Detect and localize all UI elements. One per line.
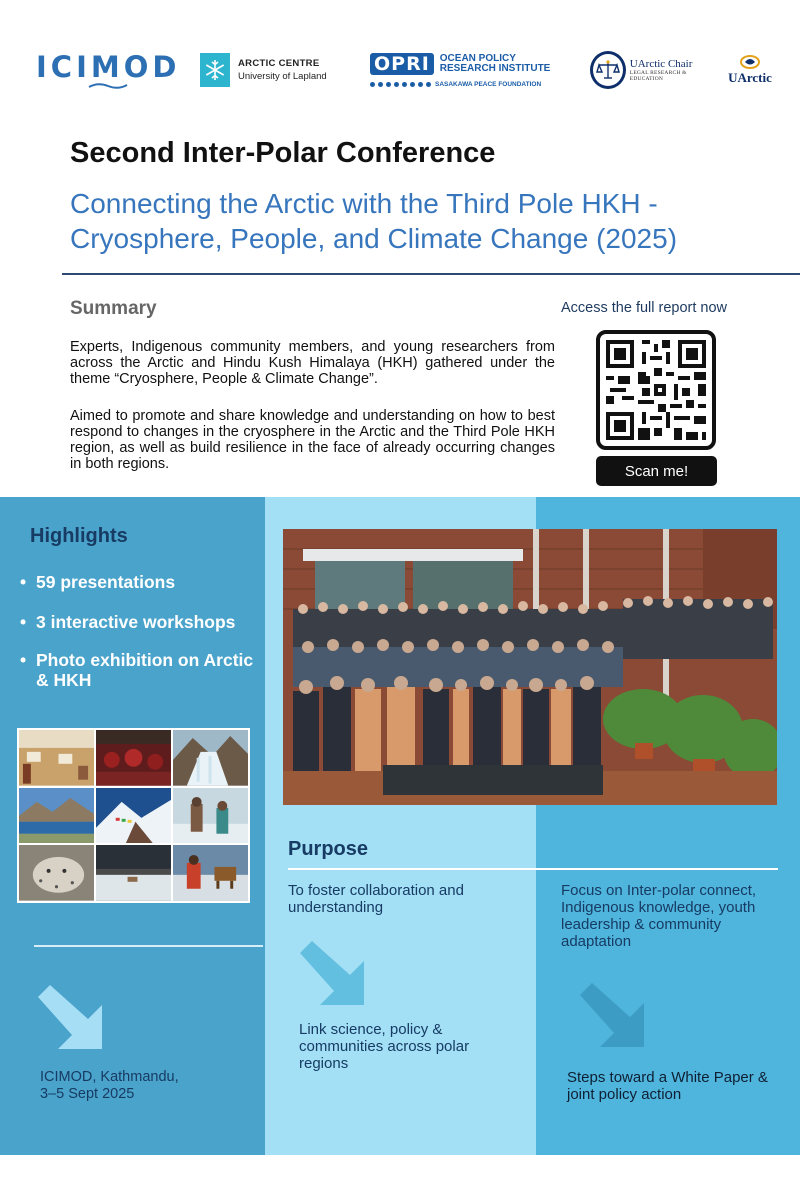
collage-photo-herders	[173, 845, 248, 901]
snowflake-icon	[200, 53, 230, 87]
icimod-logo-text: ICIMOD	[36, 50, 181, 84]
purpose-item: Focus on Inter-polar connect, Indigenous knowledge, youth leadership & community adaptation	[561, 882, 757, 950]
uarctic-chair-sub: LEGAL RESEARCH & EDUCATION	[629, 70, 687, 82]
opri-logo[interactable]	[370, 40, 560, 100]
group-photo	[283, 529, 777, 805]
collage-photo-arctic-plain	[96, 845, 171, 901]
uarctic-emblem-icon	[739, 54, 761, 70]
purpose-item: To foster collaboration and understanding	[288, 882, 464, 916]
opri-name-line2: RESEARCH INSTITUTE	[439, 62, 551, 74]
event-date: 3–5 Sept 2025	[40, 1086, 135, 1102]
photo-collage	[17, 728, 250, 903]
purpose-divider	[288, 868, 778, 870]
highlights-divider	[34, 945, 263, 947]
highlight-item: • 3 interactive workshops	[20, 612, 260, 632]
summary-paragraph-2: Aimed to promote and share knowledge and understanding on how to best respond to changes in the cryosphere in the Arctic and the Third Pole HKH region, as well as build resilience in the face of already occurring changes in both regions.	[70, 408, 555, 472]
subtitle-line1: Connecting the Arctic with the Third Pole HKH -	[70, 188, 658, 219]
collage-photo-snow-leopard	[19, 845, 94, 901]
purpose-item: Steps toward a White Paper & joint policy action	[567, 1069, 768, 1103]
access-report-label: Access the full report now	[561, 300, 728, 316]
page-title: Second Inter-Polar Conference	[70, 137, 496, 169]
arrow-down-right-icon	[300, 941, 364, 1005]
qr-code-icon	[606, 340, 706, 440]
dots-icon	[370, 82, 431, 87]
collage-photo-monks	[96, 730, 171, 786]
subtitle-line2: Cryosphere, People, and Climate Change (2025)	[70, 223, 678, 254]
scan-me-button[interactable]: Scan me!	[596, 456, 717, 486]
arrow-down-right-icon	[580, 983, 644, 1047]
event-location-date	[40, 1069, 179, 1103]
highlights-heading: Highlights	[30, 525, 128, 547]
highlights-list	[20, 572, 260, 710]
collage-photo-village	[19, 730, 94, 786]
header-divider	[62, 273, 800, 275]
arctic-centre-name: ARCTIC CENTRE	[238, 58, 320, 69]
collage-photo-people-snow	[173, 788, 248, 844]
page-subtitle	[70, 186, 770, 256]
purpose-heading: Purpose	[288, 838, 369, 860]
collage-photo-mountain-flags	[96, 788, 171, 844]
uarctic-chair-logo[interactable]	[590, 40, 715, 100]
summary-paragraph-1: Experts, Indigenous community members, and young researchers from across the Arctic and Hindu Kush Himalaya (HKH) gathered under the theme “Cryosphere, People & Climate Change”.	[70, 339, 555, 387]
collage-photo-glacier	[173, 730, 248, 786]
icimod-logo[interactable]	[36, 40, 181, 100]
scales-icon	[590, 51, 626, 89]
opri-name-line1: OCEAN POLICY	[439, 52, 516, 64]
opri-foundation: SASAKAWA PEACE FOUNDATION	[435, 80, 542, 88]
logo-bar	[0, 40, 800, 100]
opri-mark: OPRI	[370, 53, 434, 75]
arctic-centre-university: University of Lapland	[238, 71, 327, 82]
purpose-item: Link science, policy & communities across polar regions	[299, 1021, 470, 1072]
wave-icon	[88, 82, 128, 90]
uarctic-logo-text: UArctic	[728, 70, 772, 85]
uarctic-chair-name: UArctic Chair	[629, 58, 693, 70]
arrow-down-right-icon	[38, 985, 102, 1049]
summary-heading: Summary	[70, 298, 157, 319]
highlight-item: • 59 presentations	[20, 572, 260, 592]
qr-code[interactable]	[596, 330, 716, 450]
uarctic-logo[interactable]	[722, 40, 778, 100]
highlight-item: • Photo exhibition on Arctic & HKH	[20, 650, 260, 690]
collage-photo-lake	[19, 788, 94, 844]
arctic-centre-logo[interactable]	[200, 40, 350, 100]
event-location: ICIMOD, Kathmandu,	[40, 1069, 179, 1085]
